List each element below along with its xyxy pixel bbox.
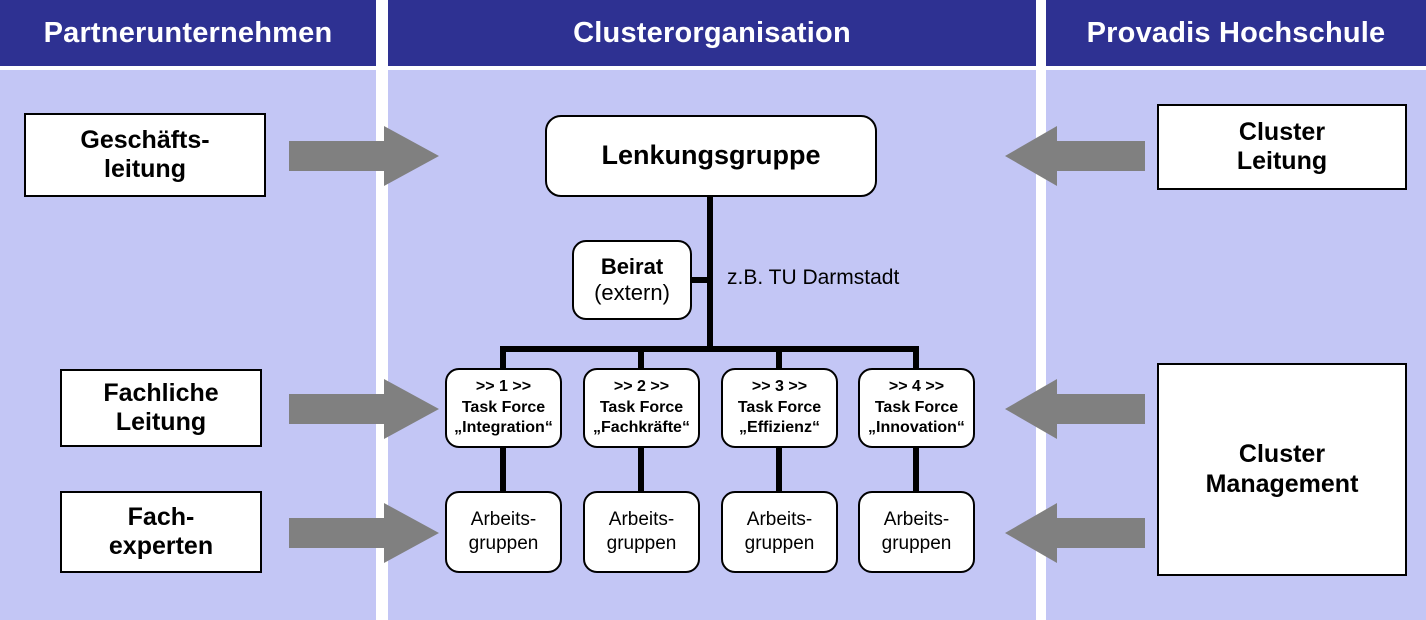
box-geschaeftsleitung xyxy=(24,113,266,197)
task-force-4-marker: >> 4 >> xyxy=(888,378,945,396)
box-beirat-line2: (extern) xyxy=(594,280,670,305)
connector-taskforce-1-drop xyxy=(500,346,506,370)
task-force-2-line2: „Fachkräfte“ xyxy=(593,419,690,437)
arbeitsgruppe-3 xyxy=(721,491,838,573)
task-force-4 xyxy=(858,368,975,448)
note-tu-darmstadt: z.B. TU Darmstadt xyxy=(727,266,900,289)
arbeitsgruppe-1-line1: Arbeits- xyxy=(470,509,537,531)
box-geschaeftsleitung-line1: Geschäfts- xyxy=(80,125,210,154)
box-cluster-management-line1: Cluster xyxy=(1238,440,1326,468)
box-cluster-leitung-line2: Leitung xyxy=(1236,147,1328,175)
box-fachliche-leitung-line1: Fachliche xyxy=(103,378,219,407)
arrow-right-icon xyxy=(289,503,439,563)
arbeitsgruppe-1-line2: gruppen xyxy=(468,533,539,554)
box-lenkungsgruppe-label: Lenkungsgruppe xyxy=(601,140,821,171)
connector-arbeitsgruppe-3 xyxy=(776,446,782,493)
arrow-left-icon xyxy=(1005,379,1145,439)
arbeitsgruppe-3-line2: gruppen xyxy=(744,533,815,554)
column-header-partner: Partnerunternehmen xyxy=(0,0,376,66)
arbeitsgruppe-3-line1: Arbeits- xyxy=(746,509,813,531)
task-force-3-line2: „Effizienz“ xyxy=(739,419,820,437)
arbeitsgruppe-2 xyxy=(583,491,700,573)
arbeitsgruppe-4-line2: gruppen xyxy=(881,533,952,554)
task-force-2 xyxy=(583,368,700,448)
arbeitsgruppe-1 xyxy=(445,491,562,573)
connector-arbeitsgruppe-1 xyxy=(500,446,506,493)
task-force-3-line1: Task Force xyxy=(737,398,822,416)
task-force-4-line2: „Innovation“ xyxy=(868,419,965,437)
task-force-3 xyxy=(721,368,838,448)
box-fachliche-leitung xyxy=(60,369,262,447)
task-force-4-line1: Task Force xyxy=(874,398,959,416)
connector-taskforce-bus xyxy=(503,346,917,352)
arbeitsgruppe-2-line2: gruppen xyxy=(606,533,677,554)
connector-arbeitsgruppe-2 xyxy=(638,446,644,493)
task-force-1-marker: >> 1 >> xyxy=(475,378,532,396)
box-cluster-leitung xyxy=(1157,104,1407,190)
arbeitsgruppe-4-line1: Arbeits- xyxy=(883,509,950,531)
connector-taskforce-3-drop xyxy=(776,346,782,370)
task-force-1-line2: „Integration“ xyxy=(454,419,553,437)
task-force-2-marker: >> 2 >> xyxy=(613,378,670,396)
arbeitsgruppe-2-line1: Arbeits- xyxy=(608,509,675,531)
box-fachexperten-line2: experten xyxy=(108,532,214,560)
box-cluster-leitung-line1: Cluster xyxy=(1238,117,1326,146)
task-force-1-line1: Task Force xyxy=(461,398,546,416)
box-beirat xyxy=(572,240,692,320)
box-geschaeftsleitung-line2: leitung xyxy=(104,155,186,183)
arrow-right-icon xyxy=(289,379,439,439)
connector-taskforce-4-drop xyxy=(913,346,919,370)
box-beirat-line1: Beirat xyxy=(600,254,664,280)
arbeitsgruppe-4 xyxy=(858,491,975,573)
box-fachliche-leitung-line2: Leitung xyxy=(115,408,207,436)
connector-taskforce-2-drop xyxy=(638,346,644,370)
box-cluster-management xyxy=(1157,363,1407,576)
connector-beirat xyxy=(692,277,710,283)
task-force-1 xyxy=(445,368,562,448)
box-cluster-management-line2: Management xyxy=(1205,469,1359,498)
box-fachexperten xyxy=(60,491,262,573)
box-fachexperten-line1: Fach- xyxy=(127,502,195,531)
column-header-cluster: Clusterorganisation xyxy=(388,0,1036,66)
task-force-3-marker: >> 3 >> xyxy=(751,378,808,396)
arrow-left-icon xyxy=(1005,503,1145,563)
connector-arbeitsgruppe-4 xyxy=(913,446,919,493)
arrow-right-icon xyxy=(289,126,439,186)
connector-lenkungsgruppe-vertical xyxy=(707,197,713,350)
box-lenkungsgruppe xyxy=(545,115,877,197)
task-force-2-line1: Task Force xyxy=(599,398,684,416)
arrow-left-icon xyxy=(1005,126,1145,186)
column-header-hochschule: Provadis Hochschule xyxy=(1046,0,1426,66)
